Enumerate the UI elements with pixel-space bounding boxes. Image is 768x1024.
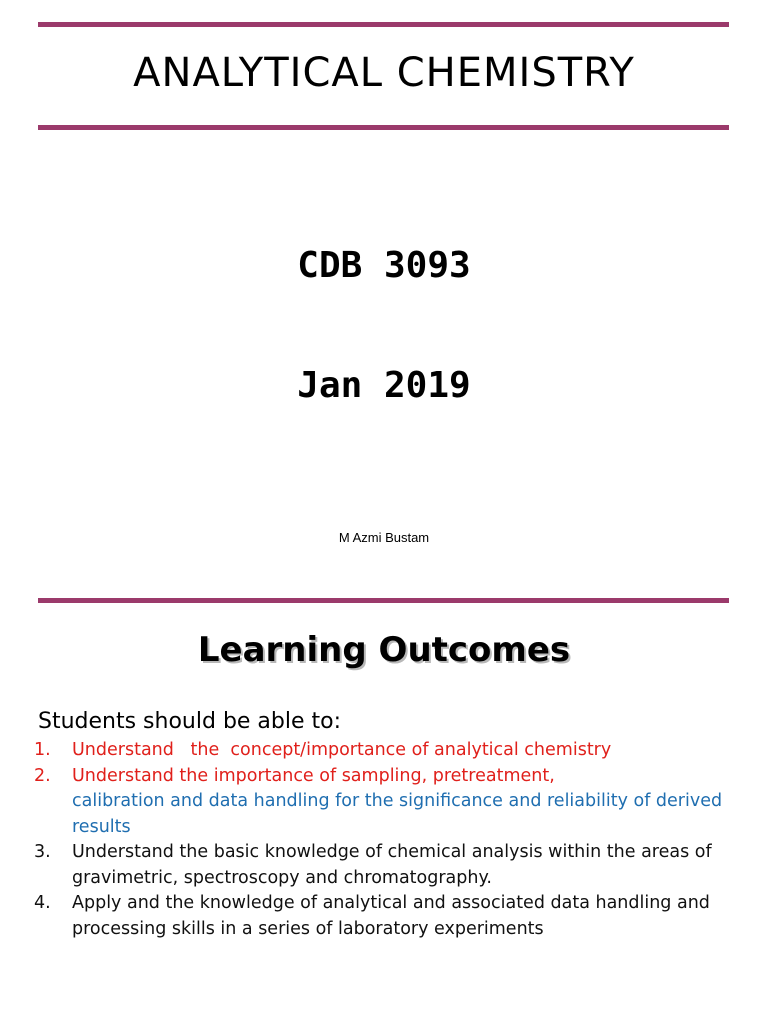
author-name: M Azmi Bustam xyxy=(338,530,430,545)
outcome-text-red: Understand the importance of sampling, pretreatment, xyxy=(72,765,555,786)
title-divider xyxy=(38,125,729,130)
slide-divider xyxy=(38,598,729,603)
outcome-text: Understand the basic knowledge of chemical analysis within the areas of gravimetric, spectroscopy and chromatography. xyxy=(72,842,712,888)
slide-title: ANALYTICAL CHEMISTRY xyxy=(133,50,635,96)
outcome-number: 4. xyxy=(34,893,51,913)
outcome-text: Understand the concept/importance of analytical chemistry xyxy=(72,740,612,760)
outcome-text-blue: calibration and data handling for the significance and reliability of derived results xyxy=(72,791,723,837)
course-code: CDB 3093 xyxy=(297,245,471,286)
outcome-item-2 xyxy=(34,764,734,841)
course-date: Jan 2019 xyxy=(297,365,471,406)
outcome-number: 1. xyxy=(34,740,51,760)
outcomes-list xyxy=(34,738,734,942)
top-divider xyxy=(38,22,729,27)
outcome-item-1 xyxy=(34,738,734,764)
intro-text: Students should be able to: xyxy=(38,709,342,734)
outcome-number: 2. xyxy=(34,765,51,786)
outcome-item-3 xyxy=(34,840,734,891)
outcome-text: Apply and the knowledge of analytical and associated data handling and processing skills in a series of laboratory experiments xyxy=(72,893,710,939)
learning-outcomes-heading: Learning Outcomes xyxy=(197,630,571,670)
outcome-number: 3. xyxy=(34,842,51,862)
outcome-item-4 xyxy=(34,891,734,942)
